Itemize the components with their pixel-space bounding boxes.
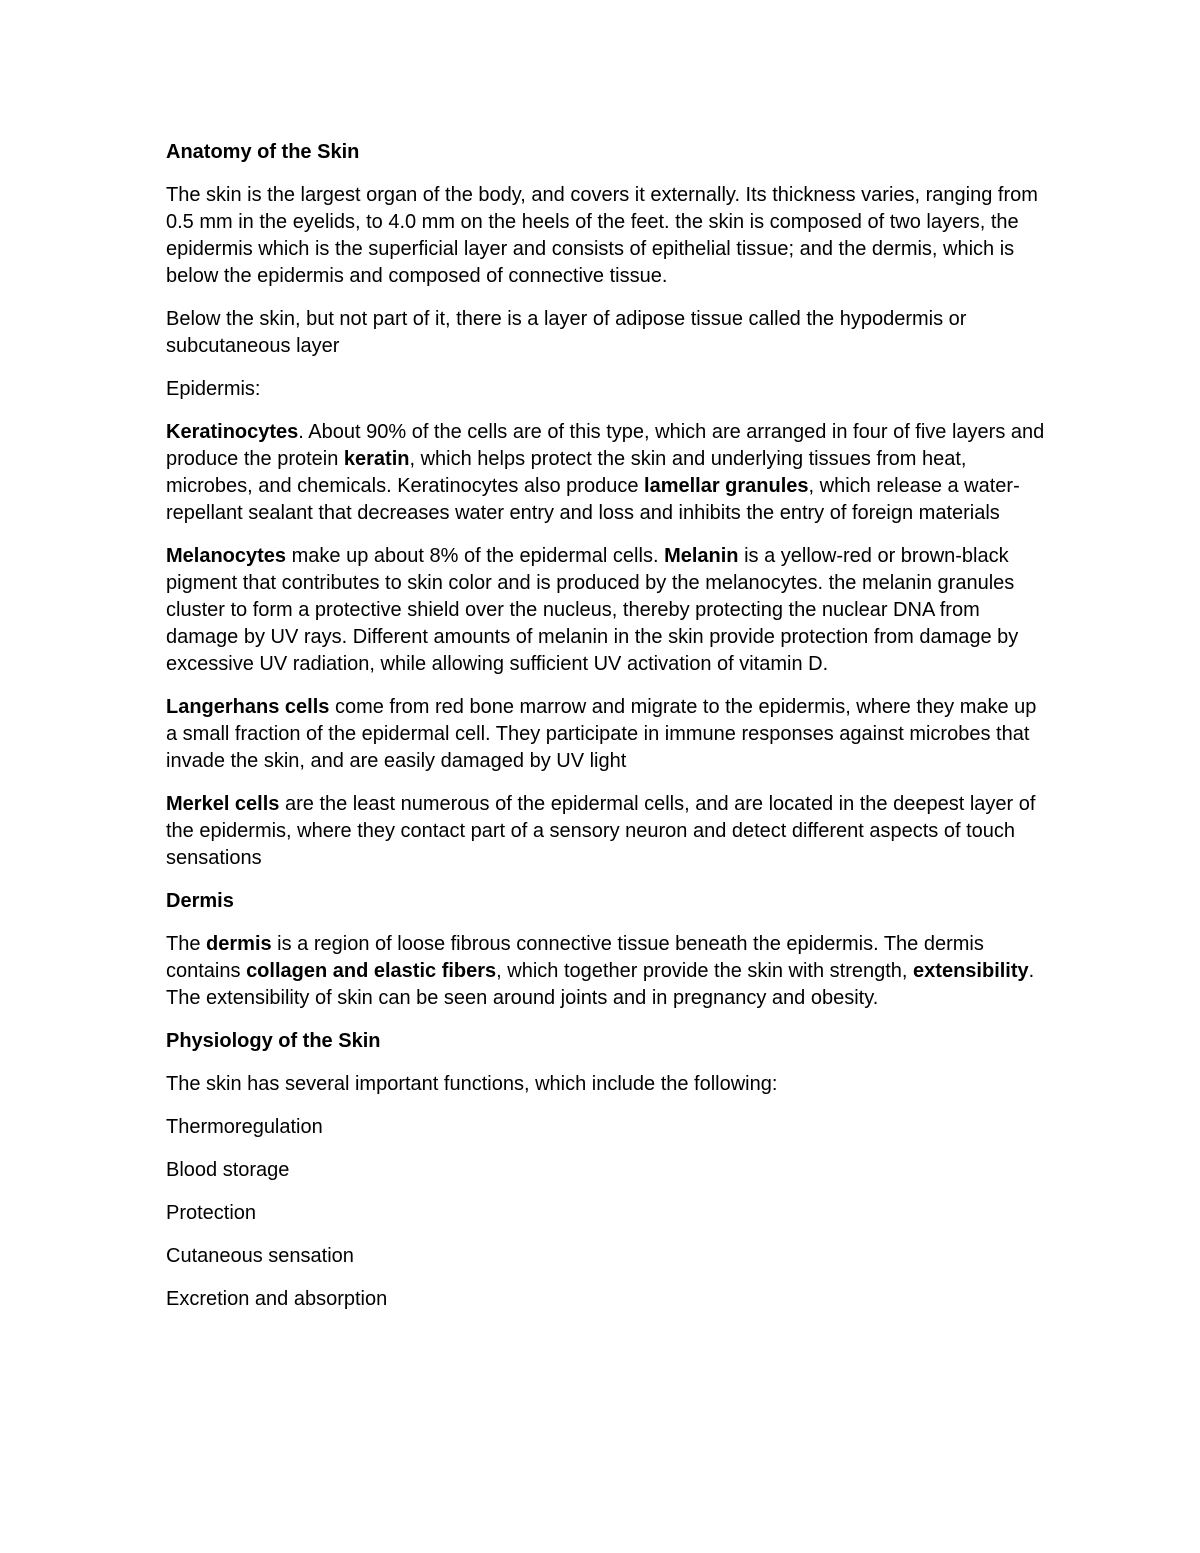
extensibility-term: extensibility bbox=[913, 960, 1029, 982]
langerhans-paragraph: Langerhans cells come from red bone marrow and migrate to the epidermis, where they make up a small fraction of the epidermal cell. They participate in immune responses against microbes that invade the skin, and are easily damaged by UV light bbox=[166, 696, 1037, 772]
intro-paragraph: The skin is the largest organ of the body, and covers it externally. Its thickness varies, ranging from 0.5 mm in the eyelids, to 4.0 mm on the heels of the feet. the skin is composed of two layers, the epidermis which is the superficial layer and consists of epithelial tissue; and the dermis, which is below the epidermis and composed of connective tissue. bbox=[166, 184, 1038, 287]
physiology-heading: Physiology of the Skin bbox=[166, 1030, 381, 1052]
functions-intro: The skin has several important functions, which include the following: bbox=[166, 1073, 778, 1095]
keratin-term: keratin bbox=[343, 448, 410, 470]
merkel-term: Merkel cells bbox=[166, 793, 280, 815]
keratinocytes-paragraph: Keratinocytes. About 90% of the cells are of this type, which are arranged in four of five layers and produce the protein keratin, which helps protect the skin and underlying tissues from heat, microbes, and chemicals. Keratinocytes also produce lamellar granules, which release a water-repellant sealant that decreases water entry and loss and inhibits the entry of foreign materials bbox=[166, 421, 1045, 524]
dermis-heading: Dermis bbox=[166, 890, 234, 912]
function-item: Protection bbox=[166, 1202, 257, 1224]
merkel-paragraph: Merkel cells are the least numerous of the epidermal cells, and are located in the deepest layer of the epidermis, where they contact part of a sensory neuron and detect different aspects of touch sensations bbox=[166, 793, 1036, 869]
dermis-term: dermis bbox=[206, 933, 272, 955]
page-title: Anatomy of the Skin bbox=[166, 141, 360, 163]
melanin-term: Melanin bbox=[664, 545, 739, 567]
function-item: Cutaneous sensation bbox=[166, 1245, 354, 1267]
function-item: Thermoregulation bbox=[166, 1116, 323, 1138]
function-item: Excretion and absorption bbox=[166, 1288, 388, 1310]
lamellar-granules-term: lamellar granules bbox=[644, 475, 809, 497]
hypodermis-paragraph: Below the skin, but not part of it, there is a layer of adipose tissue called the hypodermis or subcutaneous layer bbox=[166, 308, 967, 357]
dermis-paragraph: The dermis is a region of loose fibrous connective tissue beneath the epidermis. The dermis contains collagen and elastic fibers, which together provide the skin with strength, extensibility. The extensibility of skin can be seen around joints and in pregnancy and obesity. bbox=[166, 933, 1035, 1009]
langerhans-term: Langerhans cells bbox=[166, 696, 330, 718]
collagen-term: collagen and elastic fibers bbox=[246, 960, 497, 982]
keratinocytes-term: Keratinocytes bbox=[166, 421, 299, 443]
melanocytes-term: Melanocytes bbox=[166, 545, 287, 567]
function-item: Blood storage bbox=[166, 1159, 290, 1181]
document-body bbox=[166, 139, 1046, 1329]
epidermis-label: Epidermis: bbox=[166, 378, 261, 400]
melanocytes-paragraph: Melanocytes make up about 8% of the epidermal cells. Melanin is a yellow-red or brown-black pigment that contributes to skin color and is produced by the melanocytes. the melanin granules cluster to form a protective shield over the nucleus, thereby protecting the nuclear DNA from damage by UV rays. Different amounts of melanin in the skin provide protection from damage by excessive UV radiation, while allowing sufficient UV activation of vitamin D. bbox=[166, 545, 1019, 675]
